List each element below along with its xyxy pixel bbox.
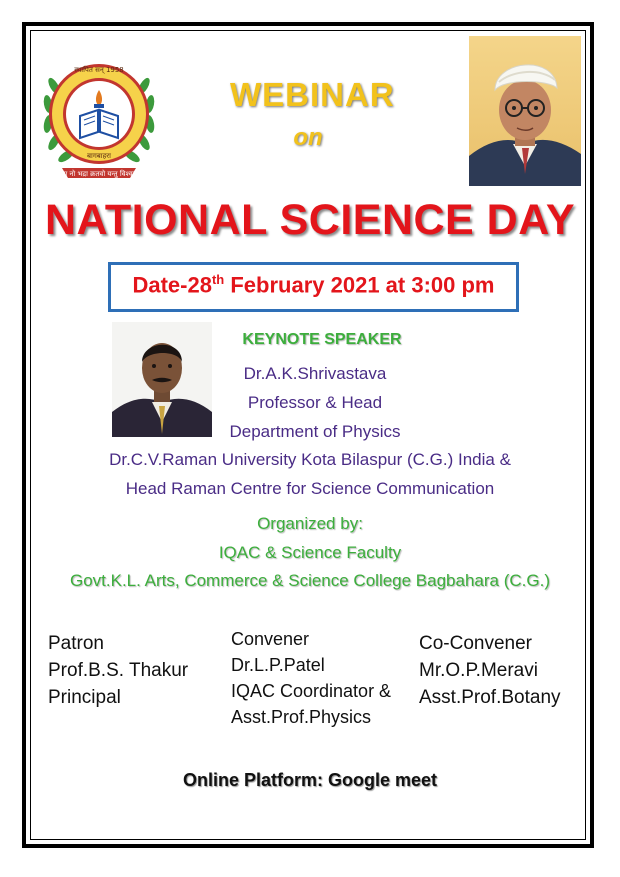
patron-position: Principal bbox=[48, 687, 121, 708]
portrait-image bbox=[469, 36, 581, 186]
speaker-department: Department of Physics bbox=[229, 422, 401, 441]
co-convener-block bbox=[419, 630, 584, 711]
svg-text:आ नो भद्रा क्रतवो यन्तु विश्वत: आ नो भद्रा क्रतवो यन्तु विश्वतः bbox=[60, 170, 138, 178]
co-convener-name: Mr.O.P.Meravi bbox=[419, 660, 538, 681]
date-prefix: Date-28 bbox=[132, 272, 212, 298]
organizer-iqac: IQAC & Science Faculty bbox=[218, 543, 402, 562]
on-text: on bbox=[293, 124, 323, 151]
speaker-name: Dr.A.K.Shrivastava bbox=[243, 364, 387, 383]
convener-position-2: Asst.Prof.Physics bbox=[231, 707, 372, 727]
speaker-image bbox=[112, 322, 212, 437]
event-date bbox=[108, 272, 519, 298]
logo-top-text: स्थापित सन् 1958 bbox=[74, 66, 124, 74]
keynote-heading: KEYNOTE SPEAKER bbox=[242, 331, 402, 348]
convener-role: Convener bbox=[231, 629, 310, 649]
convener-name: Dr.L.P.Patel bbox=[231, 655, 325, 675]
organized-by-heading: Organized by: bbox=[257, 514, 363, 533]
convener-block bbox=[231, 626, 411, 730]
cv-raman-portrait bbox=[469, 36, 581, 186]
convener-position-1: IQAC Coordinator & bbox=[231, 681, 392, 701]
speaker-designation: Professor & Head bbox=[247, 393, 383, 412]
patron-name: Prof.B.S. Thakur bbox=[48, 660, 189, 681]
date-suffix-sup: th bbox=[211, 272, 225, 287]
co-convener-position: Asst.Prof.Botany bbox=[419, 687, 561, 708]
college-seal-icon bbox=[40, 46, 158, 188]
event-title: NATIONAL SCIENCE DAY bbox=[44, 196, 576, 244]
webinar-heading: WEBINAR bbox=[230, 76, 395, 113]
date-rest: February 2021 at 3:00 pm bbox=[224, 272, 495, 298]
speaker-university: Dr.C.V.Raman University Kota Bilaspur (C.G.) India & bbox=[109, 450, 511, 469]
college-logo bbox=[40, 46, 158, 188]
co-convener-role: Co-Convener bbox=[419, 633, 532, 654]
patron-block bbox=[48, 630, 218, 711]
patron-role: Patron bbox=[48, 633, 104, 654]
speaker-photo bbox=[112, 322, 212, 437]
logo-bottom-text: बागबाहरा bbox=[87, 152, 111, 160]
online-platform: Online Platform: Google meet bbox=[182, 770, 438, 790]
organizer-college: Govt.K.L. Arts, Commerce & Science College Bagbahara (C.G.) bbox=[70, 571, 550, 590]
speaker-centre: Head Raman Centre for Science Communication bbox=[125, 479, 495, 498]
